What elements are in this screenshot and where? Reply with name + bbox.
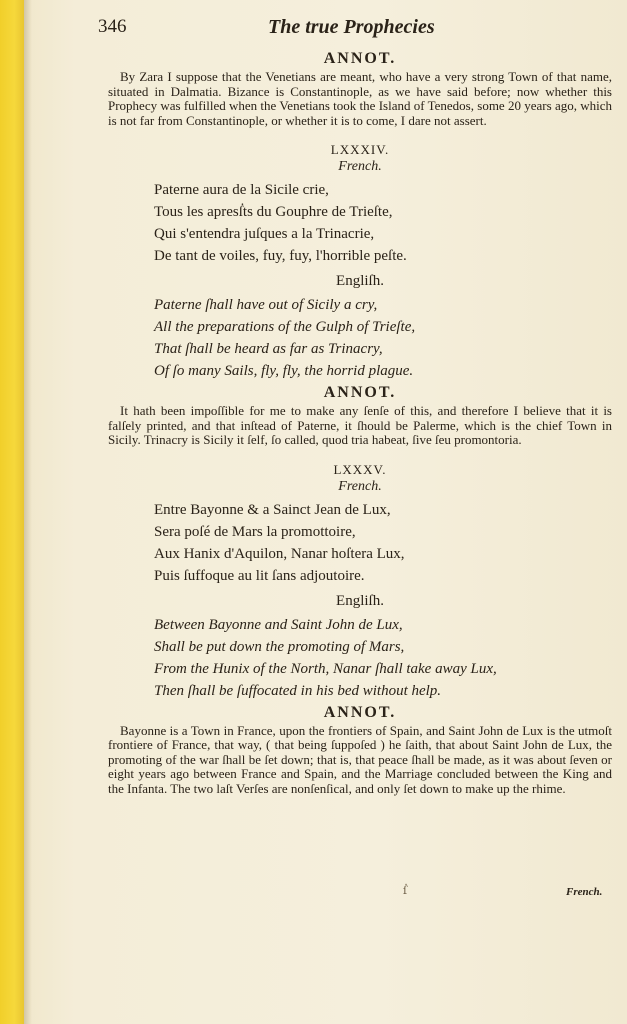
english-label: Engliſh. — [336, 273, 384, 289]
catchword: French. — [566, 886, 603, 898]
english-verse — [108, 614, 612, 702]
verse-line: Between Bayonne and Saint John de Lux, — [154, 616, 403, 633]
verse-line: That ſhall be heard as far as Trinacry, — [154, 341, 383, 357]
verse-line: All the preparations of the Gulph of Trieſte, — [154, 319, 416, 335]
verse-line: Then ſhall be ſuffocated in his bed without help. — [154, 682, 442, 699]
verse-line: Paterne ſhall have out of Sicily a cry, — [154, 297, 378, 313]
french-verse — [108, 499, 612, 587]
verse-line: De tant de voiles, fuy, fuy, l'horrible peſte. — [154, 248, 407, 264]
annotation-heading: ANNOT. — [323, 384, 397, 401]
verse-line: Tous les apresẛts du Gouphre de Trieſte, — [154, 204, 393, 220]
verse-line: Of ſo many Sails, fly, fly, the horrid plague. — [154, 363, 414, 379]
verse-line: Paterne aura de la Sicile crie, — [154, 182, 329, 198]
annotation-text: By Zara I suppose that the Venetians are meant, who have a very strong Town of that name, situated in Dalmatia. Bizance is Constantinople, as we have said before; now whether this Prophecy was fulfilled when the Venetians took the Island of Tenedos, some 20 years ago, which is not far from Constantinople, or whether it is to come, I dare not assert. — [108, 69, 612, 128]
french-label: French. — [338, 478, 382, 494]
prophecy-number: LXXXV. — [333, 461, 387, 477]
verse-line: Shall be put down the promoting of Mars, — [154, 638, 405, 655]
page-header — [0, 16, 627, 40]
gutter-shadow — [24, 0, 32, 1024]
annotation-text: It hath been impoſſible for me to make any ſenſe of this, and therefore I believe that it is falſely printed, and that inſtead of Paterne, it ſhould be Palerme, which is the chief Town in Sicily. Trinacry is Sicily it ſelf, ſo called, quod tria habeat, ſive ſeu promontoria. — [108, 403, 612, 447]
annotation-heading: ANNOT. — [323, 703, 397, 721]
verse-line: Qui s'entendra juſques a la Trinacrie, — [154, 226, 375, 242]
french-label: French. — [338, 159, 382, 174]
english-verse — [108, 294, 612, 382]
verse-line: Puis ſuffoque au lit ſans adjoutoire. — [154, 567, 365, 584]
page-body — [108, 48, 612, 796]
french-verse — [108, 179, 612, 267]
english-label: Engliſh. — [336, 592, 384, 609]
page-number: 346 — [98, 16, 127, 37]
verse-line: Aux Hanix d'Aquilon, Nanar hoſtera Lux, — [154, 545, 405, 562]
verse-line: Sera poſé de Mars la promottoire, — [154, 523, 356, 540]
running-title: The true Prophecies — [268, 16, 435, 38]
signature-mark: ẛ — [403, 884, 408, 897]
annotation-heading: ANNOT. — [323, 50, 397, 67]
verse-line: Entre Bayonne & a Sainct Jean de Lux, — [154, 501, 391, 518]
verse-line: From the Hunix of the North, Nanar ſhall take away Lux, — [154, 660, 497, 677]
page-edge-gutter — [0, 0, 24, 1024]
annotation-text: Bayonne is a Town in France, upon the frontiers of Spain, and Saint John de Lux is the utmoſt frontiere of France, that way, ( that being ſuppoſed ) he ſaith, that about Saint John de Lux, the promoting of the war ſhall be ſet down; that is, that peace ſhall be made, as it was about ſeven or eight years ago between France and Spain, and the Marriage concluded between the King and the Infanta. The two laſt Verſes are nonſenſical, and only ſet down to make up the rhime. — [108, 722, 612, 796]
prophecy-number: LXXXIV. — [330, 142, 390, 157]
